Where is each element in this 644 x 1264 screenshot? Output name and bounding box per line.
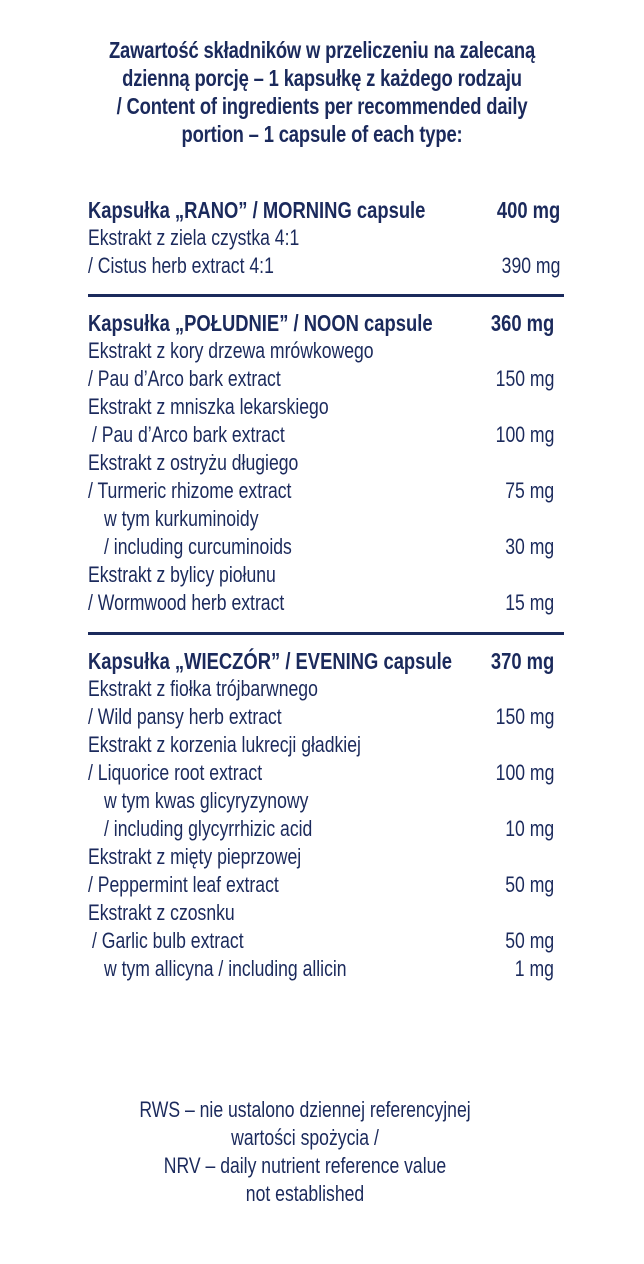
section-divider [88,632,564,635]
section-title: Kapsułka „POŁUDNIE” / NOON capsule [88,310,433,336]
ingredient-name: Ekstrakt z fiołka trójbarwnego [88,676,318,701]
ingredient-row [88,224,568,252]
ingredient-name: Ekstrakt z korzenia lukrecji gładkiej [88,732,361,757]
ingredient-row [88,759,568,787]
heading-line: portion – 1 capsule of each type: [181,121,463,147]
ingredient-name: Ekstrakt z kory drzewa mrówkowego [88,338,374,363]
footer-line: RWS – nie ustalono dziennej referencyjnej [139,1097,471,1122]
ingredient-name: w tym kurkuminoidy [104,506,259,531]
ingredient-row [88,365,568,393]
section-divider [88,294,564,297]
ingredient-row [88,955,568,983]
section-total: 400 mg [496,197,560,223]
ingredient-name: Ekstrakt z ziela czystka 4:1 [88,225,300,250]
ingredient-name: / Pau d’Arco bark extract [88,366,281,391]
ingredient-name: Ekstrakt z ostryżu długiego [88,450,299,475]
ingredient-amount: 390 mg [501,253,560,278]
page-heading [0,36,644,148]
evening-capsule-section [88,647,568,983]
ingredient-name: / Garlic bulb extract [92,928,244,953]
ingredient-row [88,533,568,561]
ingredient-row [88,505,568,533]
ingredient-amount: 100 mg [495,760,554,785]
ingredient-amount: 10 mg [505,816,554,841]
ingredient-name: / Liquorice root extract [88,760,263,785]
ingredient-row [88,899,568,927]
ingredient-row [88,731,568,759]
ingredient-row [88,815,568,843]
ingredient-name: w tym kwas glicyryzynowy [104,788,309,813]
ingredient-row [88,871,568,899]
ingredient-row [88,252,568,280]
heading-line: / Content of ingredients per recommended daily [116,93,528,119]
ingredient-name: / including glycyrrhizic acid [104,816,313,841]
section-total: 370 mg [490,648,554,674]
ingredient-row [88,589,568,617]
ingredient-amount: 15 mg [505,590,554,615]
ingredient-amount: 100 mg [495,422,554,447]
ingredient-name: / Cistus herb extract 4:1 [88,253,274,278]
ingredient-name: / Turmeric rhizome extract [88,478,292,503]
noon-capsule-section [88,309,568,617]
footer-line: wartości spożycia / [231,1125,379,1150]
ingredient-name: w tym allicyna / including allicin [104,956,347,981]
ingredient-name: Ekstrakt z czosnku [88,900,235,925]
ingredient-name: / Pau d’Arco bark extract [92,422,285,447]
ingredient-amount: 50 mg [505,928,554,953]
ingredient-row [88,477,568,505]
section-title-row [88,647,568,675]
ingredient-row [88,843,568,871]
ingredient-name: / Wormwood herb extract [88,590,285,615]
ingredient-name: / Peppermint leaf extract [88,872,279,897]
ingredient-name: / Wild pansy herb extract [88,704,282,729]
ingredient-amount: 30 mg [505,534,554,559]
ingredient-amount: 150 mg [495,366,554,391]
ingredient-name: Ekstrakt z bylicy piołunu [88,562,276,587]
ingredient-amount: 75 mg [505,478,554,503]
ingredient-amount: 1 mg [514,956,554,981]
footer-line: not established [245,1181,365,1206]
ingredient-amount: 150 mg [495,704,554,729]
ingredient-name: Ekstrakt z mięty pieprzowej [88,844,302,869]
ingredient-row [88,337,568,365]
heading-line: Zawartość składników w przeliczeniu na zalecaną [108,37,536,63]
ingredient-row [88,449,568,477]
ingredient-row [88,927,568,955]
ingredient-row [88,393,568,421]
ingredient-row [88,675,568,703]
morning-capsule-section [88,196,568,280]
ingredient-amount: 50 mg [505,872,554,897]
ingredient-row [88,561,568,589]
footer-note [0,1096,610,1208]
heading-line: dzienną porcję – 1 kapsułkę z każdego rodzaju [122,65,522,91]
ingredient-row [88,421,568,449]
section-title: Kapsułka „WIECZÓR” / EVENING capsule [88,648,452,674]
section-title: Kapsułka „RANO” / MORNING capsule [88,197,426,223]
ingredient-row [88,787,568,815]
footer-line: NRV – daily nutrient reference value [163,1153,447,1178]
section-title-row [88,196,568,224]
ingredient-name: Ekstrakt z mniszka lekarskiego [88,394,329,419]
section-title-row [88,309,568,337]
ingredient-row [88,703,568,731]
ingredient-name: / including curcuminoids [104,534,292,559]
section-total: 360 mg [490,310,554,336]
